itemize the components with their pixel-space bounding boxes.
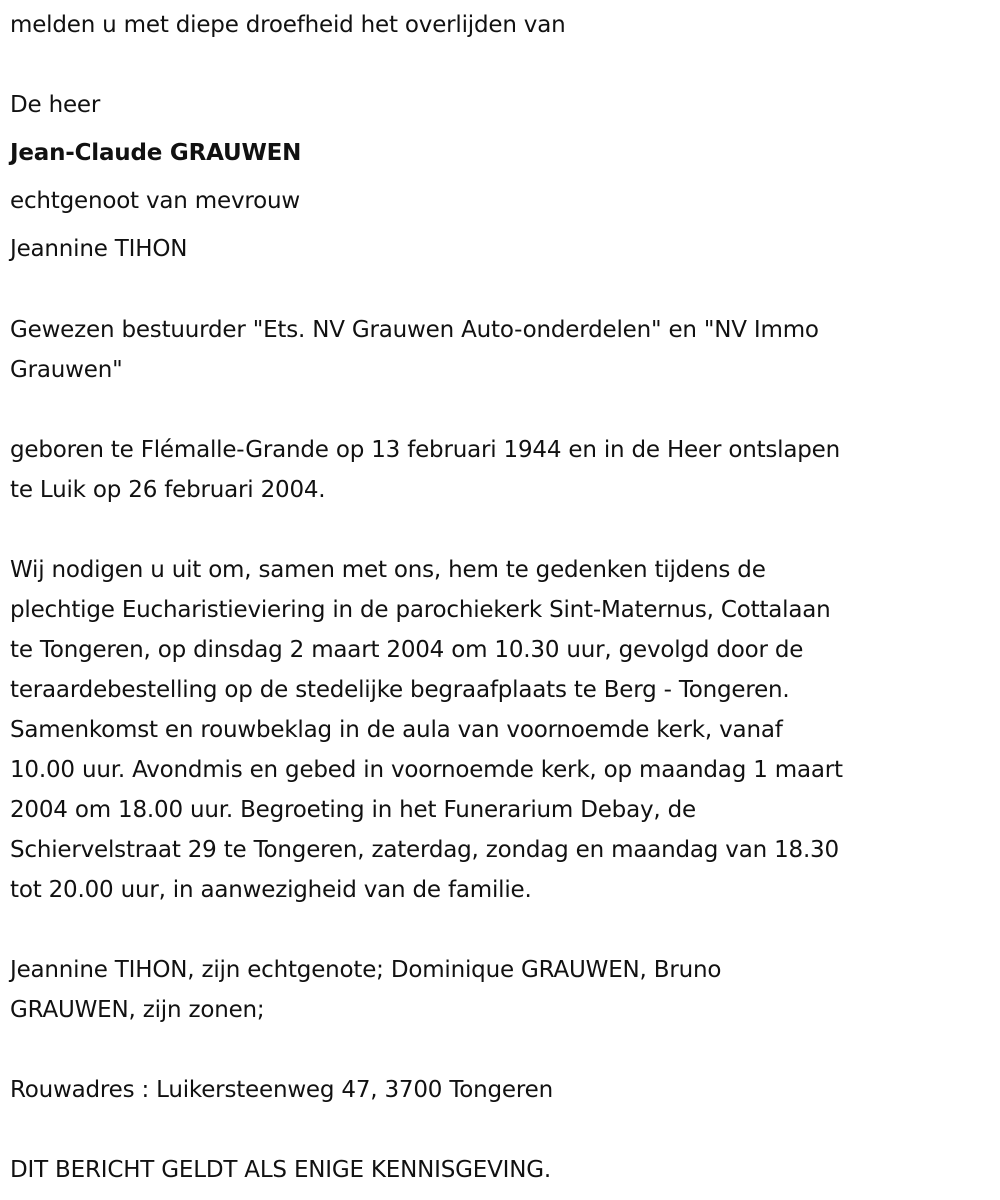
text-line: plechtige Eucharistieviering in de parochiekerk Sint-Maternus, Cottalaan: [10, 597, 831, 623]
text-line: te Tongeren, op dinsdag 2 maart 2004 om 10.30 uur, gevolgd door de: [10, 637, 804, 663]
text-line: Schiervelstraat 29 te Tongeren, zaterdag, zondag en maandag van 18.30: [10, 837, 839, 863]
family-paragraph: [10, 950, 1000, 1030]
notice-text: DIT BERICHT GELDT ALS ENIGE KENNISGEVING.: [10, 1157, 551, 1183]
text-line: Wij nodigen u uit om, samen met ons, hem te gedenken tijdens de: [10, 557, 766, 583]
deceased-name: Jean-Claude GRAUWEN: [10, 140, 302, 166]
notice-paragraph: [10, 1150, 1000, 1190]
text-line: tot 20.00 uur, in aanwezigheid van de familie.: [10, 877, 532, 903]
text-line: te Luik op 26 februari 2004.: [10, 477, 326, 503]
mourning-address: Rouwadres : Luikersteenweg 47, 3700 Tongeren: [10, 1077, 553, 1103]
spouse-label: echtgenoot van mevrouw: [10, 188, 300, 214]
intro-text: [10, 5, 1000, 45]
deceased-block: [10, 81, 1000, 273]
text-line: melden u met diepe droefheid het overlijden van: [10, 12, 566, 38]
text-line: Jeannine TIHON, zijn echtgenote; Dominique GRAUWEN, Bruno: [10, 957, 722, 983]
text-line: 10.00 uur. Avondmis en gebed in voornoemde kerk, op maandag 1 maart: [10, 757, 843, 783]
text-line: Grauwen": [10, 357, 123, 383]
text-line: geboren te Flémalle-Grande op 13 februari 1944 en in de Heer ontslapen: [10, 437, 840, 463]
text-line: Samenkomst en rouwbeklag in de aula van voornoemde kerk, vanaf: [10, 717, 783, 743]
ceremony-paragraph: [10, 550, 1000, 910]
text-line: 2004 om 18.00 uur. Begroeting in het Funerarium Debay, de: [10, 797, 696, 823]
text-line: GRAUWEN, zijn zonen;: [10, 997, 265, 1023]
address-paragraph: [10, 1070, 1000, 1110]
text-line: Gewezen bestuurder "Ets. NV Grauwen Auto-onderdelen" en "NV Immo: [10, 317, 819, 343]
occupation-paragraph: [10, 310, 1000, 390]
deceased-title: De heer: [10, 92, 101, 118]
text-line: teraardebestelling op de stedelijke begraafplaats te Berg - Tongeren.: [10, 677, 790, 703]
spouse-name: Jeannine TIHON: [10, 236, 188, 262]
birth-death-paragraph: [10, 430, 1000, 510]
